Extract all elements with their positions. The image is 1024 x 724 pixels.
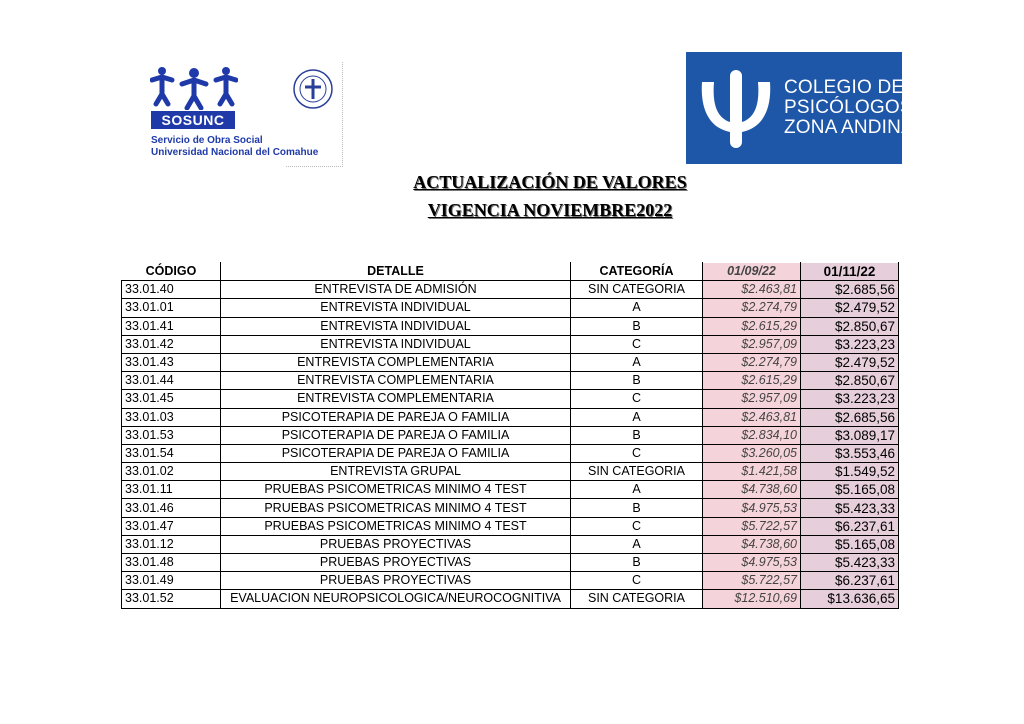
cell-previous-price: $2.957,09 — [703, 335, 801, 353]
header-categoria: CATEGORÍA — [571, 263, 703, 281]
cell-categoria: SIN CATEGORIA — [571, 590, 703, 608]
cell-codigo: 33.01.03 — [122, 408, 221, 426]
cell-codigo: 33.01.44 — [122, 372, 221, 390]
cell-previous-price: $2.615,29 — [703, 372, 801, 390]
cell-current-price: $2.685,56 — [801, 281, 899, 299]
cell-categoria: B — [571, 554, 703, 572]
table-header-row — [122, 263, 899, 281]
cell-codigo: 33.01.42 — [122, 335, 221, 353]
table-row — [122, 335, 899, 353]
cell-current-price: $2.850,67 — [801, 372, 899, 390]
cell-detalle: PSICOTERAPIA DE PAREJA O FAMILIA — [221, 408, 571, 426]
document-subtitle: VIGENCIA NOVIEMBRE2022 — [427, 200, 673, 220]
cell-previous-price: $4.738,60 — [703, 481, 801, 499]
table-row — [122, 426, 899, 444]
cell-categoria: B — [571, 317, 703, 335]
cell-current-price: $5.423,33 — [801, 499, 899, 517]
table-row — [122, 317, 899, 335]
psi-symbol-icon — [696, 66, 776, 150]
cell-previous-price: $4.738,60 — [703, 535, 801, 553]
document-title: ACTUALIZACIÓN DE VALORES — [413, 172, 687, 192]
table-row — [122, 590, 899, 608]
sosunc-subtitle-2: Universidad Nacional del Comahue — [151, 147, 319, 158]
cell-codigo: 33.01.49 — [122, 572, 221, 590]
header-codigo: CÓDIGO — [122, 263, 221, 281]
cell-previous-price: $4.975,53 — [703, 499, 801, 517]
cell-codigo: 33.01.11 — [122, 481, 221, 499]
cell-categoria: C — [571, 335, 703, 353]
cell-categoria: A — [571, 535, 703, 553]
cell-categoria: SIN CATEGORIA — [571, 463, 703, 481]
cell-current-price: $5.165,08 — [801, 481, 899, 499]
table-row — [122, 444, 899, 462]
cell-current-price: $3.089,17 — [801, 426, 899, 444]
table-row — [122, 481, 899, 499]
cell-detalle: PSICOTERAPIA DE PAREJA O FAMILIA — [221, 426, 571, 444]
cell-previous-price: $2.274,79 — [703, 299, 801, 317]
cell-detalle: ENTREVISTA COMPLEMENTARIA — [221, 372, 571, 390]
cell-current-price: $5.165,08 — [801, 535, 899, 553]
cell-detalle: PRUEBAS PROYECTIVAS — [221, 572, 571, 590]
cell-codigo: 33.01.45 — [122, 390, 221, 408]
cell-previous-price: $2.834,10 — [703, 426, 801, 444]
header-previous-date: 01/09/22 — [703, 263, 801, 281]
cell-previous-price: $4.975,53 — [703, 554, 801, 572]
colegio-logo — [686, 52, 914, 164]
table-row — [122, 372, 899, 390]
cell-categoria: SIN CATEGORIA — [571, 281, 703, 299]
table-row — [122, 299, 899, 317]
cell-detalle: ENTREVISTA COMPLEMENTARIA — [221, 390, 571, 408]
cell-previous-price: $1.421,58 — [703, 463, 801, 481]
cell-previous-price: $2.615,29 — [703, 317, 801, 335]
table-row — [122, 499, 899, 517]
sosunc-subtitle-1: Servicio de Obra Social — [151, 135, 263, 146]
table-row — [122, 535, 899, 553]
cell-detalle: PRUEBAS PSICOMETRICAS MINIMO 4 TEST — [221, 517, 571, 535]
cell-previous-price: $2.957,09 — [703, 390, 801, 408]
table-row — [122, 353, 899, 371]
cell-categoria: B — [571, 426, 703, 444]
values-table — [121, 262, 899, 609]
cell-previous-price: $2.274,79 — [703, 353, 801, 371]
cell-detalle: ENTREVISTA INDIVIDUAL — [221, 335, 571, 353]
cell-detalle: ENTREVISTA DE ADMISIÓN — [221, 281, 571, 299]
cell-detalle: ENTREVISTA GRUPAL — [221, 463, 571, 481]
cell-detalle: PSICOTERAPIA DE PAREJA O FAMILIA — [221, 444, 571, 462]
cell-categoria: C — [571, 444, 703, 462]
table-row — [122, 390, 899, 408]
header-detalle: DETALLE — [221, 263, 571, 281]
colegio-line-1: COLEGIO DE — [784, 77, 905, 98]
cell-codigo: 33.01.47 — [122, 517, 221, 535]
cell-codigo: 33.01.53 — [122, 426, 221, 444]
colegio-line-3: ZONA ANDINA — [784, 117, 914, 138]
cell-detalle: ENTREVISTA INDIVIDUAL — [221, 299, 571, 317]
cell-detalle: ENTREVISTA COMPLEMENTARIA — [221, 353, 571, 371]
cell-current-price: $2.850,67 — [801, 317, 899, 335]
cell-codigo: 33.01.54 — [122, 444, 221, 462]
table-row — [122, 408, 899, 426]
cell-categoria: A — [571, 408, 703, 426]
cell-previous-price: $12.510,69 — [703, 590, 801, 608]
cell-categoria: A — [571, 299, 703, 317]
table-row — [122, 517, 899, 535]
sosunc-figures-icon — [150, 64, 238, 110]
sosunc-name: SOSUNC — [151, 111, 235, 129]
cell-categoria: B — [571, 372, 703, 390]
cell-previous-price: $2.463,81 — [703, 281, 801, 299]
cell-codigo: 33.01.52 — [122, 590, 221, 608]
cell-current-price: $1.549,52 — [801, 463, 899, 481]
table-row — [122, 572, 899, 590]
table-row — [122, 554, 899, 572]
table-row — [122, 281, 899, 299]
cell-detalle: ENTREVISTA INDIVIDUAL — [221, 317, 571, 335]
cell-detalle: PRUEBAS PROYECTIVAS — [221, 535, 571, 553]
university-seal-icon — [292, 68, 334, 110]
cell-current-price: $6.237,61 — [801, 572, 899, 590]
cell-previous-price: $3.260,05 — [703, 444, 801, 462]
cell-categoria: A — [571, 353, 703, 371]
cell-codigo: 33.01.40 — [122, 281, 221, 299]
cell-detalle: PRUEBAS PSICOMETRICAS MINIMO 4 TEST — [221, 499, 571, 517]
cell-codigo: 33.01.48 — [122, 554, 221, 572]
cell-current-price: $13.636,65 — [801, 590, 899, 608]
cell-current-price: $3.223,23 — [801, 335, 899, 353]
cell-previous-price: $5.722,57 — [703, 517, 801, 535]
cell-codigo: 33.01.41 — [122, 317, 221, 335]
cell-current-price: $2.479,52 — [801, 299, 899, 317]
cell-categoria: C — [571, 572, 703, 590]
cell-current-price: $5.423,33 — [801, 554, 899, 572]
cell-previous-price: $2.463,81 — [703, 408, 801, 426]
cell-codigo: 33.01.02 — [122, 463, 221, 481]
cell-categoria: C — [571, 517, 703, 535]
cell-codigo: 33.01.46 — [122, 499, 221, 517]
cell-codigo: 33.01.12 — [122, 535, 221, 553]
cell-detalle: PRUEBAS PROYECTIVAS — [221, 554, 571, 572]
cell-previous-price: $5.722,57 — [703, 572, 801, 590]
cell-categoria: A — [571, 481, 703, 499]
cell-detalle: EVALUACION NEUROPSICOLOGICA/NEUROCOGNITIVA — [221, 590, 571, 608]
cell-current-price: $6.237,61 — [801, 517, 899, 535]
cell-categoria: B — [571, 499, 703, 517]
cell-codigo: 33.01.43 — [122, 353, 221, 371]
cell-current-price: $3.553,46 — [801, 444, 899, 462]
cell-current-price: $3.223,23 — [801, 390, 899, 408]
cell-current-price: $2.685,56 — [801, 408, 899, 426]
cell-codigo: 33.01.01 — [122, 299, 221, 317]
table-row — [122, 463, 899, 481]
cell-current-price: $2.479,52 — [801, 353, 899, 371]
cell-categoria: C — [571, 390, 703, 408]
colegio-name — [784, 78, 914, 138]
header-current-date: 01/11/22 — [801, 263, 899, 281]
cell-detalle: PRUEBAS PSICOMETRICAS MINIMO 4 TEST — [221, 481, 571, 499]
colegio-line-2: PSICÓLOGOS — [784, 97, 913, 118]
